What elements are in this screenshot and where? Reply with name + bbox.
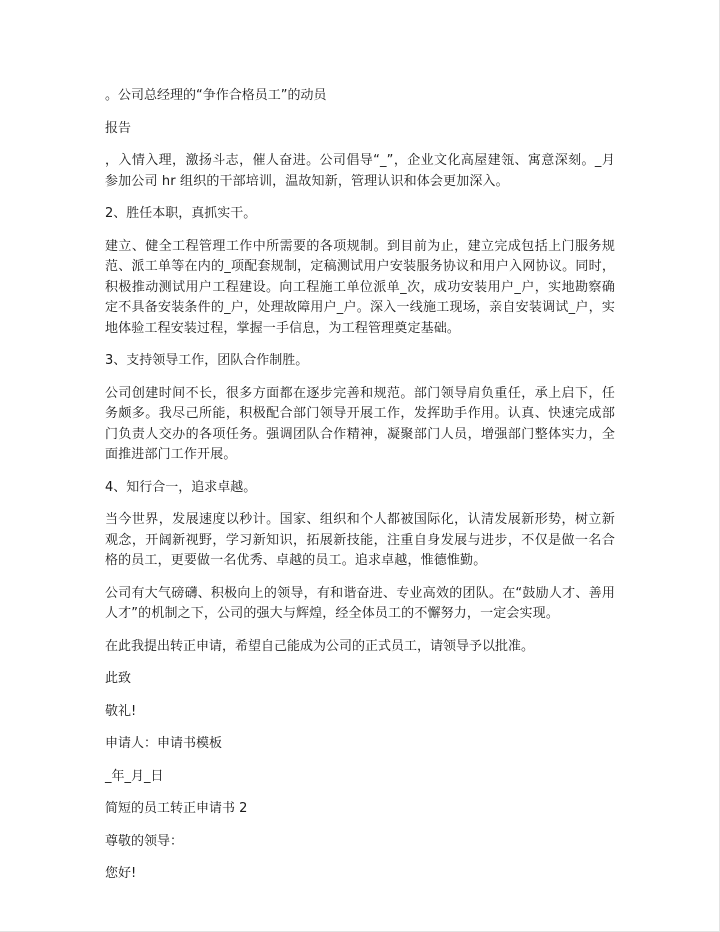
title-line-2: 报告 xyxy=(105,120,132,136)
heading-2: 2、胜任本职，真抓实干。 xyxy=(105,206,257,221)
paragraph-3: 公司创建时间不长，很多方面都在逐步完善和规范。部门领导肩负重任，承上启下，任务颇多。我尽己所能，积极配合部门领导开展工作，发挥助手作用。认真、快速完成部门负责人交办的各项任务。强调团队合作精神，凝聚部门人员，增强部门整体实力，全面推进部门工作开展。 xyxy=(105,385,615,462)
paragraph-4: 当今世界，发展速度以秒计。国家、组织和个人都被国际化，认清发展新形势，树立新观念，开阔新视野，学习新知识，拓展新技能，注重自身发展与进步，不仅是做一名合格的员工，更要做一名优秀、卓越的员工。追求卓越，惟德惟勤。 xyxy=(105,512,615,568)
paragraph-6: 在此我提出转正申请，希望自己能成为公司的正式员工，请领导予以批准。 xyxy=(105,638,535,654)
heading-3: 3、支持领导工作，团队合作制胜。 xyxy=(105,353,309,368)
paragraph-1: ，入情入理，激扬斗志，催人奋进。公司倡导“_”，企业文化高屋建瓴、寓意深刻。_月参加公司 hr 组织的干部培训，温故知新，管理认识和体会更加深入。 xyxy=(105,153,615,189)
closing-line-1: 此致 xyxy=(105,671,132,686)
salutation-line: 尊敬的领导： xyxy=(105,833,184,849)
paragraph-5: 公司有大气磅礴、积极向上的领导，有和谐奋进、专业高效的团队。在“鼓励人才、善用人才”的机制之下，公司的强大与辉煌，经全体员工的不懈努力，一定会实现。 xyxy=(105,585,615,621)
greeting-line: 您好! xyxy=(105,866,137,881)
title-line: 。公司总经理的“争作合格员工”的动员 xyxy=(105,88,327,103)
closing-line-2: 敬礼! xyxy=(105,703,137,719)
document-body xyxy=(105,86,615,897)
heading-4: 4、知行合一，追求卓越。 xyxy=(105,479,257,495)
paragraph-2: 建立、健全工程管理工作中所需要的各项规制。到目前为止，建立完成包括上门服务规范、派工单等在内的_项配套规制，定稿测试用户安装服务协议和用户入网协议。同时，积极推动测试用户工程建设。向工程施工单位派单_次，成功安装用户_户，实地勘察确定不具备安装条件的_户，处理故障用户_户。深入一线施工现场，亲自安装调试_户，实地体验工程安装过程，掌握一手信息，为工程管理奠定基础。 xyxy=(105,238,615,336)
next-document-title: 简短的员工转正申请书 2 xyxy=(105,801,248,816)
date-line: _年_月_日 xyxy=(105,768,164,784)
applicant-line: 申请人：申请书模板 xyxy=(105,736,223,751)
